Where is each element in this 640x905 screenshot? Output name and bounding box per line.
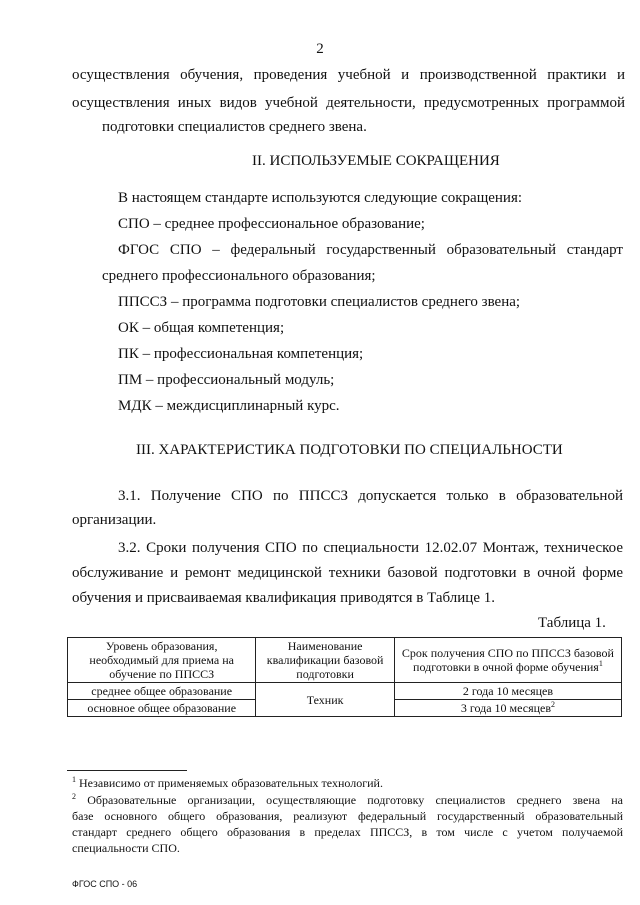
abbr-mdk: МДК – междисциплинарный курс. (118, 398, 340, 414)
footnote-2-line-3: стандарт среднего общего образования в пределах ППССЗ, в том числе с учетом получаемой (72, 825, 623, 839)
abbr-pk: ПК – профессиональная компетенция; (118, 346, 364, 362)
header-education-level: Уровень образования, необходимый для приема на обучение по ППССЗ (68, 638, 256, 683)
footnote-2-line-4: специальности СПО. (72, 841, 180, 855)
intro-line-2: осуществления иных видов учебной деятельности, предусмотренных программой (72, 95, 625, 111)
abbr-ppssz: ППССЗ – программа подготовки специалистов среднего звена; (118, 294, 521, 310)
abbr-pm: ПМ – профессиональный модуль; (118, 372, 335, 388)
section3-title: III. ХАРАКТЕРИСТИКА ПОДГОТОВКИ ПО СПЕЦИАЛЬНОСТИ (136, 442, 563, 458)
para-3-2-line-2: обслуживание и ремонт медицинской техники базовой подготовки в очной форме (72, 565, 623, 581)
qualification-cell: Техник (256, 683, 395, 717)
level-cell: среднее общее образование (68, 683, 256, 700)
para-3-1-line-2: организации. (72, 512, 157, 528)
table-header-row (68, 638, 622, 683)
table-row (68, 683, 622, 700)
footnote-divider (67, 770, 187, 771)
table-caption: Таблица 1. (538, 615, 606, 631)
duration-cell: 2 года 10 месяцев (394, 683, 621, 700)
footnote-ref-1: 1 (598, 659, 603, 668)
header-duration: Срок получения СПО по ППССЗ базовой подготовки в очной форме обучения$^1$ (394, 638, 621, 683)
abbr-ok: ОК – общая компетенция; (118, 320, 285, 336)
page-number: 2 (316, 41, 324, 57)
para-3-2-line-3: обучения и присваиваемая квалификация приводятся в Таблице 1. (72, 590, 495, 606)
footnote-2-line-2: базе основного общего образования, реализуют федеральный государственный образовательный (72, 809, 623, 823)
section2-intro: В настоящем стандарте используются следующие сокращения: (118, 190, 523, 206)
document-code: ФГОС СПО - 06 (72, 879, 138, 889)
footnote-1: $^1$ Независимо от применяемых образовательных технологий. (72, 775, 383, 790)
footnote-1-mark: 1 (72, 775, 76, 784)
para-3-1-line-1: 3.1. Получение СПО по ППССЗ допускается только в образовательной (118, 488, 623, 504)
para-3-2-line-1: 3.2. Сроки получения СПО по специальности 12.02.07 Монтаж, техническое (118, 540, 623, 556)
level-cell: основное общее образование (68, 700, 256, 717)
abbr-spo: СПО – среднее профессиональное образование; (118, 216, 425, 232)
footnote-ref-2: 2 (551, 700, 556, 709)
qualification-table (67, 637, 622, 717)
intro-line-3: подготовки специалистов среднего звена. (102, 119, 367, 135)
abbr-fgos-line-1: ФГОС СПО – федеральный государственный образовательный стандарт (118, 242, 623, 258)
intro-line-1: осуществления обучения, проведения учебной и производственной практики и (72, 67, 625, 83)
header-qualification: Наименование квалификации базовой подготовки (256, 638, 395, 683)
footnote-2-mark: 2 (72, 792, 76, 801)
footnote-2-line-1: $^2$ Образовательные организации, осуществляющие подготовку специалистов среднего звена на (72, 792, 624, 807)
abbr-fgos-line-2: среднего профессионального образования; (102, 268, 376, 284)
section2-title: II. ИСПОЛЬЗУЕМЫЕ СОКРАЩЕНИЯ (252, 153, 500, 169)
duration-cell: 3 года 10 месяцев$^2$ (394, 700, 621, 717)
